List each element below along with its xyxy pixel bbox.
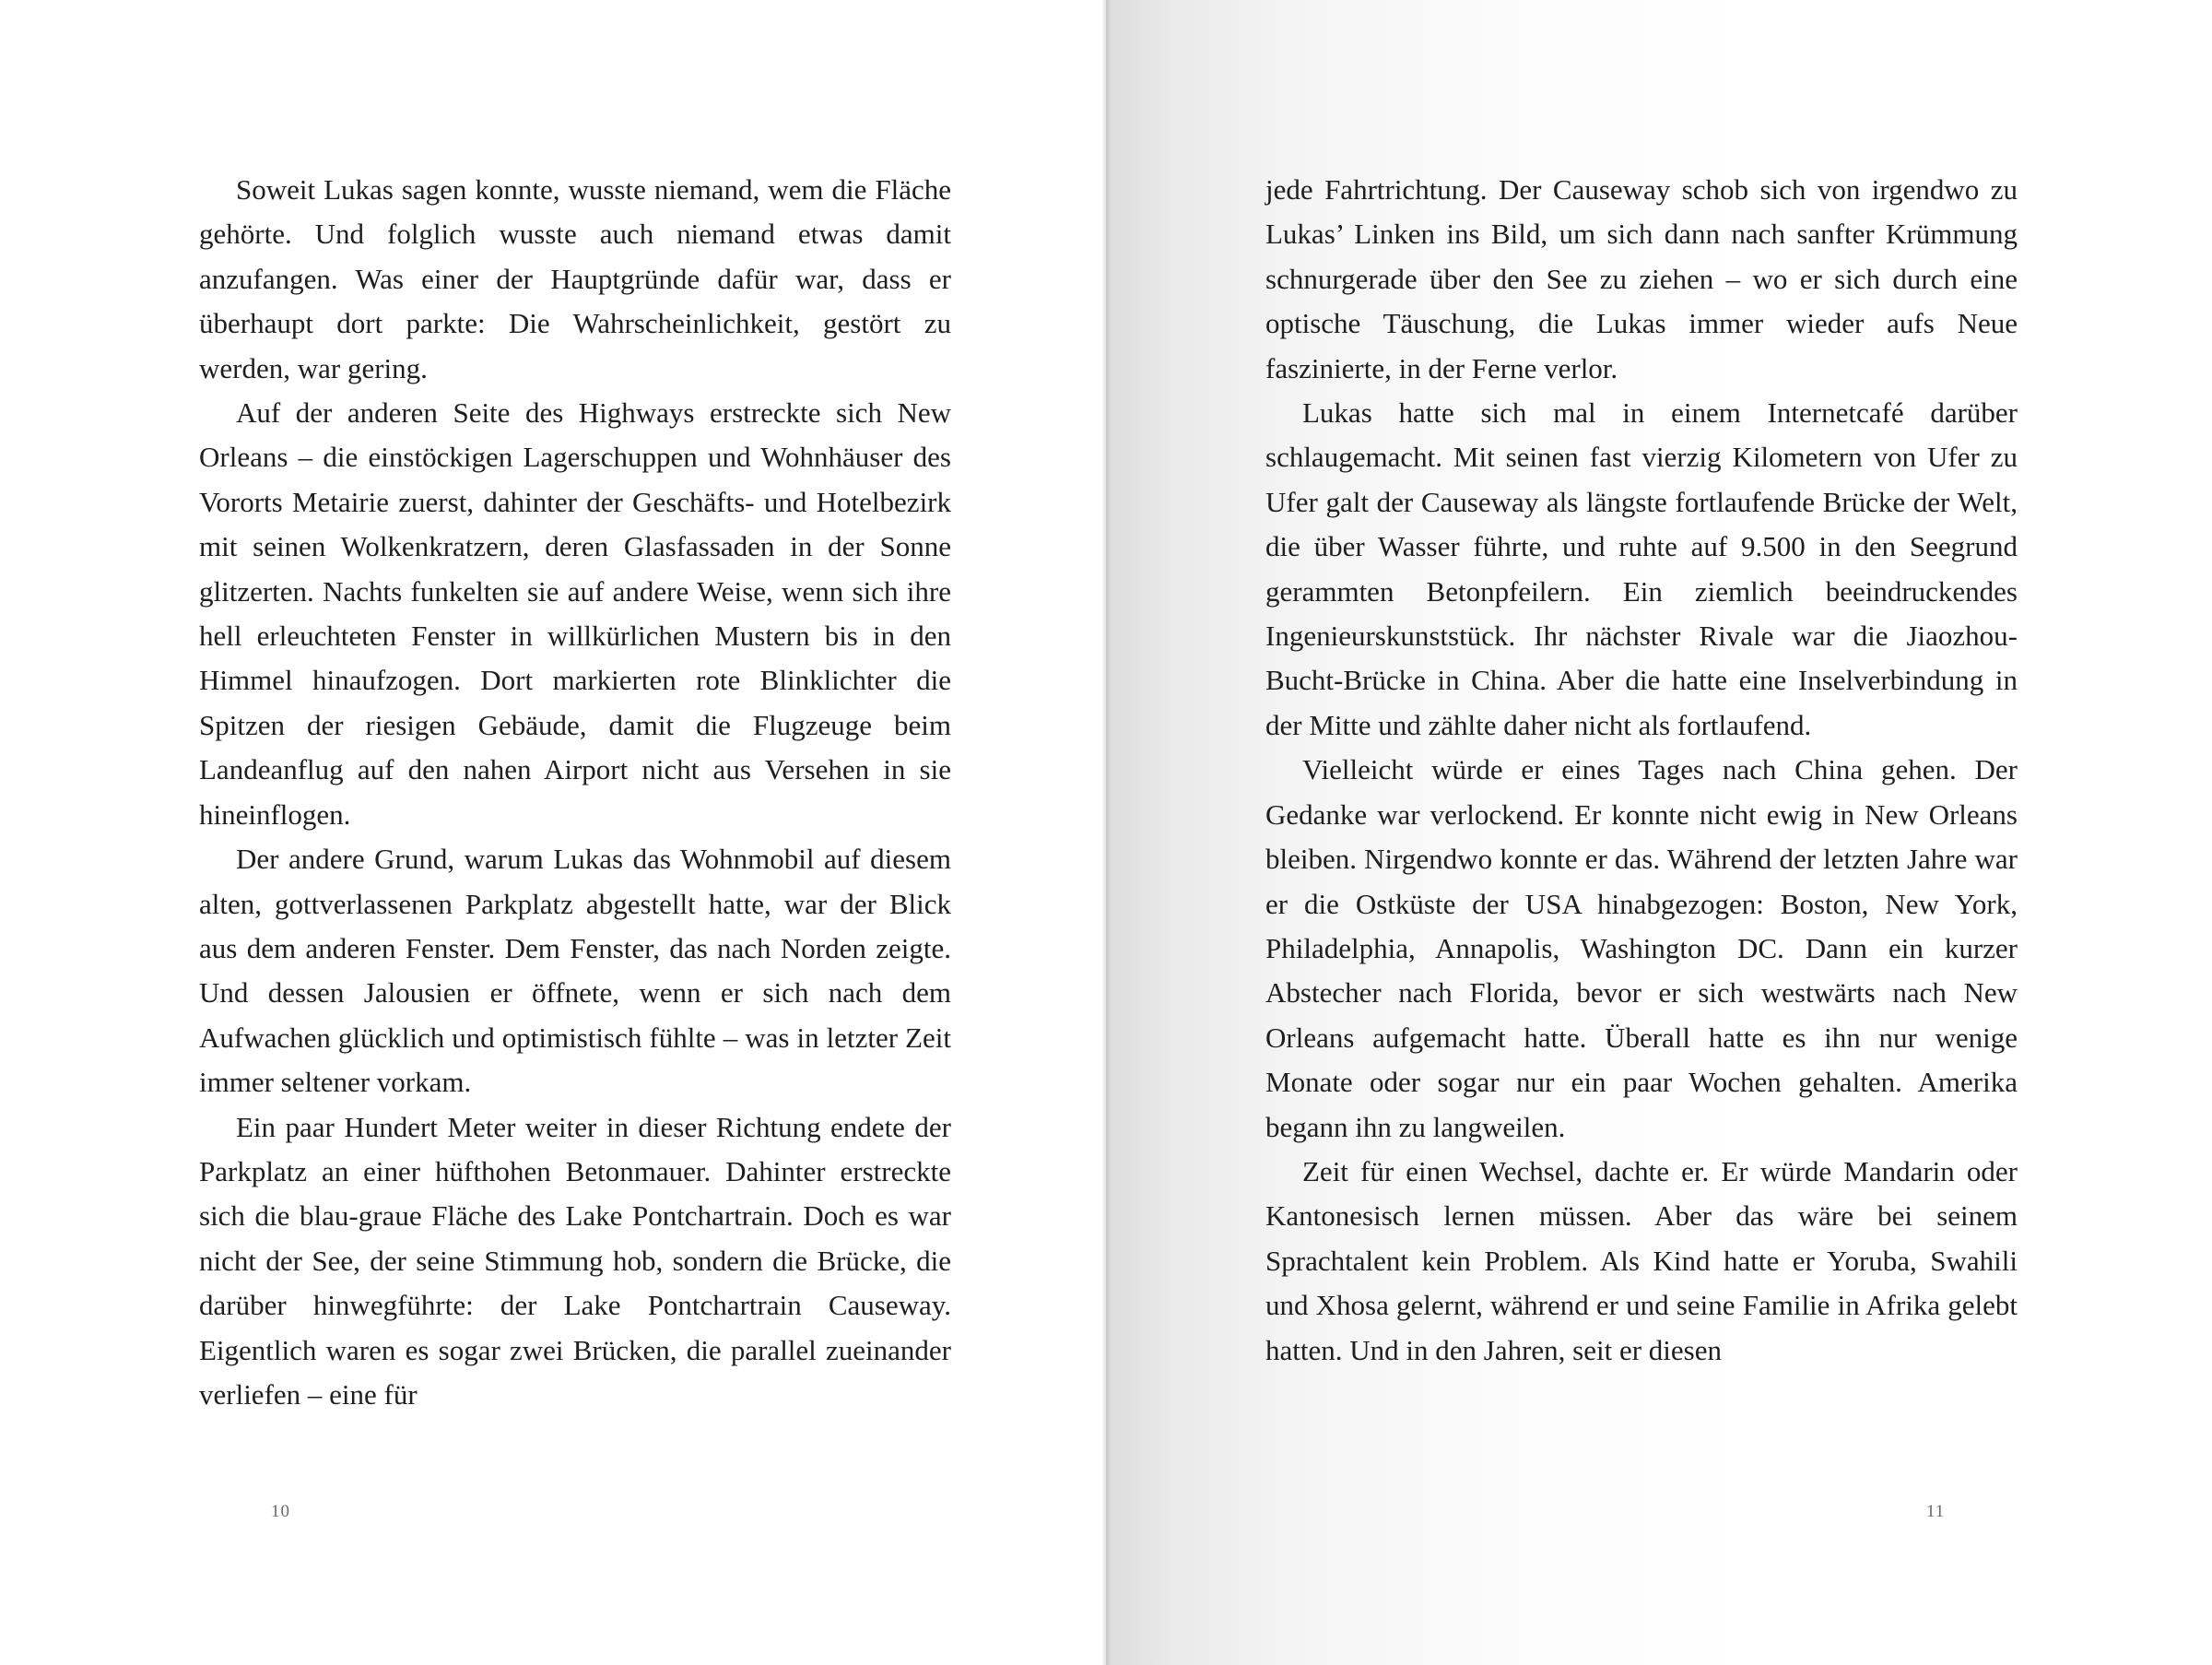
paragraph: jede Fahrtrichtung. Der Causeway schob sich von irgendwo zu Lukas’ Linken ins Bild, um sich dann nach sanfter Krümmung schnurgerade über den See zu ziehen – wo er sich durch eine optische Täuschung, die Lukas immer wieder aufs Neue faszinierte, in der Ferne verlor. bbox=[1265, 173, 2018, 384]
paragraph: Zeit für einen Wechsel, dachte er. Er würde Mandarin oder Kantonesisch lernen müssen. Aber das wäre bei seinem Sprachtalent kein Problem. Als Kind hatte er Yoruba, Swahili und Xhosa gelernt, während er und seine Familie in Afrika gelebt hatten. Und in den Jahren, seit er diesen bbox=[1265, 1154, 2018, 1366]
left-page-text bbox=[199, 168, 951, 1417]
paragraph: Ein paar Hundert Meter weiter in dieser Richtung endete der Parkplatz an einer hüfthohen Betonmauer. Dahinter erstreckte sich die blau-graue Fläche des Lake Pontchartrain. Doch es war nicht der See, der seine Stimmung hob, sondern die Brücke, die darüber hinwegführte: der Lake Pontchartrain Causeway. Eigentlich waren es sogar zwei Brücken, die parallel zueinander verliefen – eine für bbox=[199, 1110, 951, 1411]
right-page bbox=[1106, 0, 2212, 1665]
page-number-right: 11 bbox=[1926, 1502, 1946, 1521]
right-page-text bbox=[1265, 168, 2018, 1373]
paragraph: Lukas hatte sich mal in einem Internetcafé darüber schlaugemacht. Mit seinen fast vierzig Kilometern von Ufer zu Ufer galt der Causeway als längste fortlaufende Brücke der Welt, die über Wasser führte, und ruhte auf 9.500 in den Seegrund gerammten Betonpfeilern. Ein ziemlich beeindruckendes Ingenieurskunststück. Ihr nächster Rivale war die Jiaozhou-Bucht-Brücke in China. Aber die hatte eine Inselverbindung in der Mitte und zählte daher nicht als fortlaufend. bbox=[1265, 396, 2018, 741]
paragraph: Auf der anderen Seite des Highways erstreckte sich New Orleans – die einstöckigen Lagerschuppen und Wohnhäuser des Vororts Metairie zuerst, dahinter der Geschäfts- und Hotelbezirk mit seinen Wolkenkratzern, deren Glasfassaden in der Sonne glitzerten. Nachts funkelten sie auf andere Weise, wenn sich ihre hell erleuchteten Fenster in willkürlichen Mustern bis in den Himmel hinaufzogen. Dort markierten rote Blinklichter die Spitzen der riesigen Gebäude, damit die Flugzeuge beim Landeanflug auf den nahen Airport nicht aus Versehen in sie hineinflogen. bbox=[199, 396, 951, 831]
paragraph: Der andere Grund, warum Lukas das Wohnmobil auf diesem alten, gottverlassenen Parkplatz abgestellt hatte, war der Blick aus dem anderen Fenster. Dem Fenster, das nach Norden zeigte. Und dessen Jalousien er öffnete, wenn er sich nach dem Aufwachen glücklich und optimistisch fühlte – was in letzter Zeit immer seltener vorkam. bbox=[199, 843, 951, 1099]
book-gutter bbox=[1102, 0, 1110, 1665]
page-number-left: 10 bbox=[271, 1502, 290, 1521]
paragraph: Vielleicht würde er eines Tages nach China gehen. Der Gedanke war verlockend. Er konnte nicht ewig in New Orleans bleiben. Nirgendwo konnte er das. Während der letzten Jahre war er die Ostküste der USA hinabgezogen: Boston, New York, Philadelphia, Annapolis, Washington DC. Dann ein kurzer Abstecher nach Florida, bevor er sich westwärts nach New Orleans aufgemacht hatte. Überall hatte es ihn nur wenige Monate oder sogar nur ein paar Wochen gehalten. Amerika begann ihn zu langweilen. bbox=[1265, 753, 2018, 1143]
paragraph: Soweit Lukas sagen konnte, wusste niemand, wem die Fläche gehörte. Und folglich wusste auch niemand etwas damit anzufangen. Was einer der Hauptgründe dafür war, dass er überhaupt dort parkte: Die Wahrscheinlichkeit, gestört zu werden, war gering. bbox=[199, 173, 951, 384]
